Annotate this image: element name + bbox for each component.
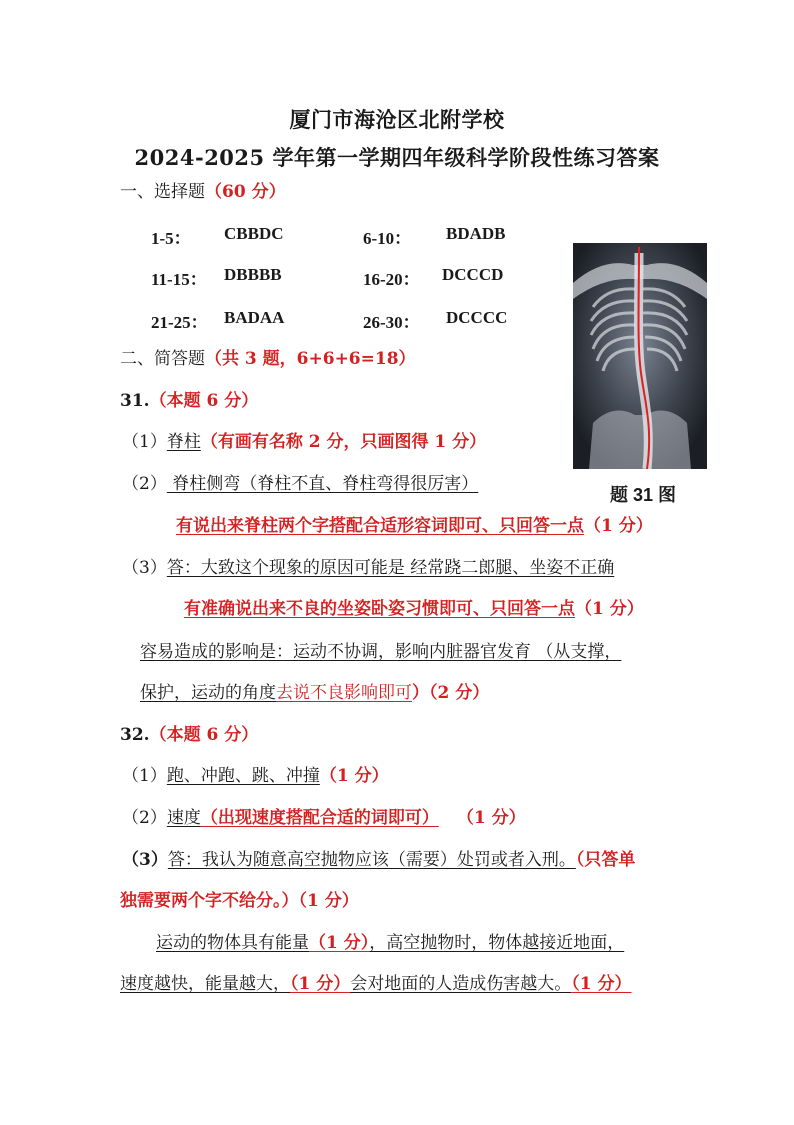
q31-part1: [122, 431, 486, 453]
q31-p1-note: （有画有名称 2 分，只画图得 1 分）: [200, 432, 487, 452]
q31-p2-note: 有说出来脊柱两个字搭配合适形容词即可、只回答一点: [176, 516, 584, 536]
q31-effect-line1: [140, 641, 621, 663]
q32-p4-score: （1 分）: [309, 933, 370, 953]
answer-range: 26-30：: [363, 313, 420, 332]
q31-p2-label: （2）: [122, 474, 167, 494]
q31-part2-note: [176, 515, 653, 537]
q31-p3-score: （1 分）: [575, 599, 644, 619]
q31-p1-label: （1）: [122, 432, 167, 452]
q32-part3-cont: [120, 890, 359, 912]
xray-drawing: [573, 243, 707, 469]
q31-p3-label: （3）: [122, 558, 167, 578]
q32-part3: [122, 849, 635, 871]
q32-p3-answer: 答：我认为随意高空抛物应该（需要）处罚或者入刑。: [167, 850, 576, 870]
q32-p1-label: （1）: [122, 766, 167, 786]
answer-range: 16-20：: [363, 270, 420, 289]
q32-p4-score: （1 分）: [290, 974, 351, 994]
q32-p3-note: （只答单: [575, 850, 636, 870]
q31-p2-score: （1 分）: [584, 516, 653, 536]
section2-heading: [120, 348, 416, 370]
q32-points: （本题 6 分）: [149, 725, 259, 745]
q31-number: 31.: [120, 391, 150, 411]
q31-effect-text: 保护，运动的角度: [140, 683, 276, 703]
q32-number: 32.: [120, 725, 150, 745]
answer-value: DCCCC: [446, 308, 508, 327]
q31-p2-answer: 脊柱侧弯（脊柱不直、脊柱弯得很厉害）: [166, 474, 479, 494]
q31-header: [120, 390, 258, 412]
section2-title: 二、简答题: [120, 349, 205, 369]
q32-p2-note: （出现速度搭配合适的词即可）: [200, 808, 439, 828]
q31-effect-text: 容易造成的影响是：运动不协调，影响内脏器官发育 （从支撑，: [140, 642, 622, 662]
q31-effect-score: ）（2 分）: [412, 683, 490, 703]
q32-p2-answer: 速度: [166, 808, 201, 828]
q31-part2: [122, 473, 478, 495]
figure-caption: 题 31 图: [610, 485, 677, 505]
q32-p4-text: 速度越快，能量越大，: [120, 974, 290, 994]
answer-value: BDADB: [446, 224, 506, 243]
q32-header: [120, 724, 258, 746]
q32-part4-line1: [156, 932, 624, 954]
q31-part3: [122, 557, 614, 579]
answer-value: BADAA: [224, 308, 285, 327]
q32-part4-line2: [120, 973, 632, 995]
q32-p2-label: （2）: [122, 808, 167, 828]
section1-heading: [120, 181, 286, 203]
answer-value: DBBBB: [224, 265, 282, 284]
answer-range: 6-10：: [363, 229, 412, 248]
page-title: 厦门市海沧区北附学校: [289, 107, 505, 132]
q32-p4-text: ，高空抛物时，物体越接近地面，: [369, 933, 625, 953]
q31-effect-note: 去说不良影响即可: [276, 683, 412, 703]
answer-range: 21-25：: [151, 313, 208, 332]
exam-title: 2024-2025 学年第一学期四年级科学阶段性练习答案: [134, 145, 660, 170]
q32-p2-score: （1 分）: [456, 808, 526, 828]
answer-range: 11-15：: [151, 270, 207, 289]
section1-points: （60 分）: [205, 182, 286, 202]
answer-value: CBBDC: [224, 224, 284, 243]
answer-range: 1-5：: [151, 229, 191, 248]
q32-p3-label: （3）: [122, 850, 168, 870]
q31-part3-note: [184, 598, 644, 620]
q31-effect-line2: [140, 682, 489, 704]
q31-p1-answer: 脊柱: [166, 432, 201, 452]
q32-p1-answer: 跑、冲跑、跳、冲撞: [166, 766, 320, 786]
spine-xray-image: [573, 243, 707, 469]
q31-p3-note: 有准确说出来不良的坐姿卧姿习惯即可、只回答一点: [184, 599, 575, 619]
q32-p4-text: 会对地面的人造成伤害越大。: [350, 974, 572, 994]
q31-p3-answer: 答：大致这个现象的原因可能是 经常跷二郎腿、坐姿不正确: [166, 558, 615, 578]
section1-title: 一、选择题: [120, 182, 205, 202]
answer-value: DCCCD: [442, 265, 504, 284]
q32-p3-note: 独需要两个字不给分。）: [120, 891, 299, 911]
q32-p1-score: （1 分）: [319, 766, 389, 786]
section2-points: （共 3 题，6+6+6=18）: [205, 349, 416, 369]
q32-p3-score: （1 分）: [298, 891, 359, 911]
q32-p4-text: 运动的物体具有能量: [156, 933, 309, 953]
q32-part1: [122, 765, 389, 787]
q32-p4-score: （1 分）: [571, 974, 632, 994]
q32-part2: [122, 807, 526, 829]
q31-points: （本题 6 分）: [149, 391, 259, 411]
